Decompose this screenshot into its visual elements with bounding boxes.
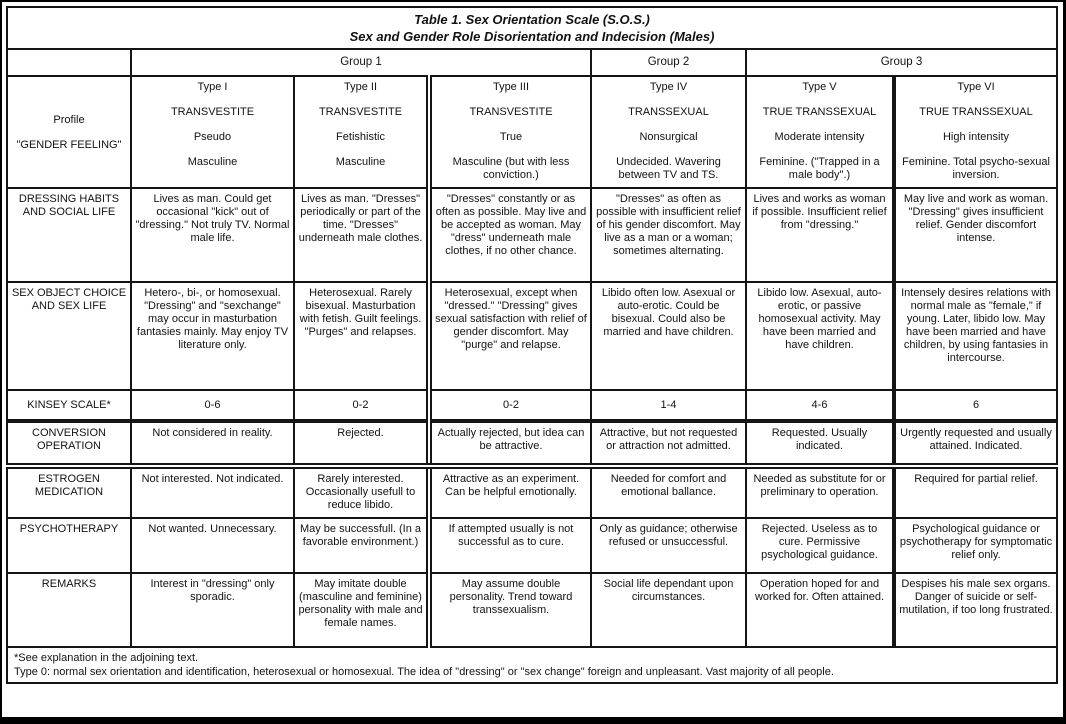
profile-row-label — [7, 76, 131, 188]
type-1-header — [131, 76, 294, 188]
group-2-header: Group 2 — [591, 49, 746, 76]
cell-type-1: 0-6 — [131, 390, 294, 421]
type-name: TRUE TRANSSEXUAL — [762, 106, 877, 118]
footnote-row — [7, 647, 1057, 683]
type-name: TRANSSEXUAL — [628, 106, 709, 118]
type-name: TRANSVESTITE — [170, 106, 255, 118]
cell-type-1: Not interested. Not indicated. — [131, 466, 294, 518]
type-number: Type IV — [649, 81, 688, 93]
type-subtype: Pseudo — [193, 131, 232, 143]
type-feeling: Feminine. ("Trapped in a male body".) — [759, 156, 880, 181]
cell-type-4: Attractive, but not requested or attraction not admitted. — [591, 421, 746, 466]
profile-label: Profile — [53, 114, 85, 126]
cell-type-5: 4-6 — [746, 390, 894, 421]
row-dressing-habits — [7, 188, 1057, 282]
type-feeling: Masculine — [335, 156, 386, 168]
cell-type-2: May be successfull. (In a favorable environment.) — [294, 518, 429, 573]
type-name: TRANSVESTITE — [318, 106, 403, 118]
gender-feeling-label: "GENDER FEELING" — [16, 139, 122, 151]
type-feeling: Feminine. Total psycho-sexual inversion. — [902, 156, 1050, 181]
cell-type-4: Social life dependant upon circumstances. — [591, 573, 746, 647]
type-number: Type I — [197, 81, 228, 93]
type-6-header — [894, 76, 1057, 188]
footnote-2: Type 0: normal sex orientation and identification, heterosexual or homosexual. The idea of "dressing" or "sex change" foreign and unpleasant. Vast majority of all people. — [14, 666, 834, 678]
footnotes — [7, 647, 1057, 683]
type-5-header — [746, 76, 894, 188]
type-subtype: Moderate intensity — [774, 131, 865, 143]
type-feeling: Masculine — [187, 156, 238, 168]
type-subtype: Fetishistic — [336, 131, 385, 143]
type-feeling: Masculine (but with less conviction.) — [452, 156, 570, 181]
cell-type-3: May assume double personality. Trend toward transsexualism. — [429, 573, 591, 647]
group-header-row — [7, 49, 1057, 76]
profile-header-row — [7, 76, 1057, 188]
cell-type-5: Requested. Usually indicated. — [746, 421, 894, 466]
cell-type-1: Hetero-, bi-, or homosexual. "Dressing" and "sexchange" may occur in masturbation fantasies mainly. May enjoy TV literature only. — [131, 282, 294, 390]
cell-type-2: Lives as man. "Dresses" periodically or part of the time. "Dresses" underneath male clothes. — [294, 188, 429, 282]
type-name: TRANSVESTITE — [469, 106, 553, 118]
type-number: Type III — [492, 81, 530, 93]
title-row — [7, 7, 1057, 49]
cell-type-1: Interest in "dressing" only sporadic. — [131, 573, 294, 647]
cell-type-3: "Dresses" constantly or as often as possible. May live and be accepted as woman. May "dress" underneath male clothes, if no other chance. — [429, 188, 591, 282]
row-label: DRESSING HABITS AND SOCIAL LIFE — [7, 188, 131, 282]
cell-type-6: Urgently requested and usually attained. Indicated. — [894, 421, 1057, 466]
cell-type-2: Heterosexual. Rarely bisexual. Masturbation with fetish. Guilt feelings. "Purges" and relapses. — [294, 282, 429, 390]
cell-type-4: "Dresses" as often as possible with insufficient relief of his gender discomfort. May live as a man or a woman; sometimes alternating. — [591, 188, 746, 282]
row-sex-object-choice — [7, 282, 1057, 390]
cell-type-1: Not wanted. Unnecessary. — [131, 518, 294, 573]
type-subtype: High intensity — [942, 131, 1010, 143]
row-label: SEX OBJECT CHOICE AND SEX LIFE — [7, 282, 131, 390]
cell-type-2: May imitate double (masculine and feminine) personality with male and female names. — [294, 573, 429, 647]
type-number: Type II — [343, 81, 378, 93]
cell-type-5: Libido low. Asexual, auto-erotic, or passive homosexual activity. May have been married and have children. — [746, 282, 894, 390]
cell-type-3: Attractive as an experiment. Can be helpful emotionally. — [429, 466, 591, 518]
footnote-1: *See explanation in the adjoining text. — [14, 652, 199, 664]
sos-table — [6, 6, 1058, 684]
title-line-2: Sex and Gender Role Disorientation and Indecision (Males) — [349, 29, 715, 44]
cell-type-2: 0-2 — [294, 390, 429, 421]
cell-type-1: Lives as man. Could get occasional "kick" out of "dressing." Not truly TV. Normal male life. — [131, 188, 294, 282]
cell-type-3: 0-2 — [429, 390, 591, 421]
row-conversion-operation — [7, 421, 1057, 466]
cell-type-4: 1-4 — [591, 390, 746, 421]
row-label: KINSEY SCALE* — [7, 390, 131, 421]
row-label: PSYCHOTHERAPY — [7, 518, 131, 573]
row-kinsey-scale — [7, 390, 1057, 421]
cell-type-6: Despises his male sex organs. Danger of suicide or self-mutilation, if too long frustrated. — [894, 573, 1057, 647]
cell-type-2: Rarely interested. Occasionally usefull to reduce libido. — [294, 466, 429, 518]
cell-type-4: Only as guidance; otherwise refused or unsuccessful. — [591, 518, 746, 573]
type-feeling: Undecided. Wavering between TV and TS. — [616, 156, 721, 181]
type-subtype: Nonsurgical — [639, 131, 698, 143]
title-line-1: Table 1. Sex Orientation Scale (S.O.S.) — [414, 12, 650, 27]
cell-type-5: Rejected. Useless as to cure. Permissive psychological guidance. — [746, 518, 894, 573]
cell-type-6: Intensely desires relations with normal male as "female," if young. Later, libido low. May have been married and have children, by using fantasies in intercourse. — [894, 282, 1057, 390]
cell-type-3: If attempted usually is not successful as to cure. — [429, 518, 591, 573]
type-number: Type VI — [957, 81, 995, 93]
row-estrogen-medication — [7, 466, 1057, 518]
cell-type-6: May live and work as woman. "Dressing" gives insufficient relief. Gender discomfort intense. — [894, 188, 1057, 282]
type-subtype: True — [499, 131, 523, 143]
group-1-header: Group 1 — [131, 49, 591, 76]
cell-type-3: Actually rejected, but idea can be attractive. — [429, 421, 591, 466]
row-label: ESTROGEN MEDICATION — [7, 466, 131, 518]
type-name: TRUE TRANSSEXUAL — [919, 106, 1033, 118]
cell-type-6: 6 — [894, 390, 1057, 421]
type-4-header — [591, 76, 746, 188]
table-title — [7, 7, 1057, 49]
type-3-header — [429, 76, 591, 188]
cell-type-3: Heterosexual, except when "dressed." "Dressing" gives sexual satisfaction with relief of gender discomfort. May "purge" and relapse. — [429, 282, 591, 390]
row-remarks — [7, 573, 1057, 647]
cell-type-2: Rejected. — [294, 421, 429, 466]
cell-type-5: Lives and works as woman if possible. Insufficient relief from "dressing." — [746, 188, 894, 282]
group-header-blank — [7, 49, 131, 76]
cell-type-4: Needed for comfort and emotional ballance. — [591, 466, 746, 518]
type-2-header — [294, 76, 429, 188]
cell-type-6: Required for partial relief. — [894, 466, 1057, 518]
cell-type-4: Libido often low. Asexual or auto-erotic. Could be bisexual. Could also be married and have children. — [591, 282, 746, 390]
group-3-header: Group 3 — [746, 49, 1057, 76]
type-number: Type V — [802, 81, 837, 93]
cell-type-1: Not considered in reality. — [131, 421, 294, 466]
cell-type-5: Needed as substitute for or preliminary to operation. — [746, 466, 894, 518]
cell-type-6: Psychological guidance or psychotherapy for symptomatic relief only. — [894, 518, 1057, 573]
row-psychotherapy — [7, 518, 1057, 573]
row-label: CONVERSION OPERATION — [7, 421, 131, 466]
cell-type-5: Operation hoped for and worked for. Often attained. — [746, 573, 894, 647]
row-label: REMARKS — [7, 573, 131, 647]
